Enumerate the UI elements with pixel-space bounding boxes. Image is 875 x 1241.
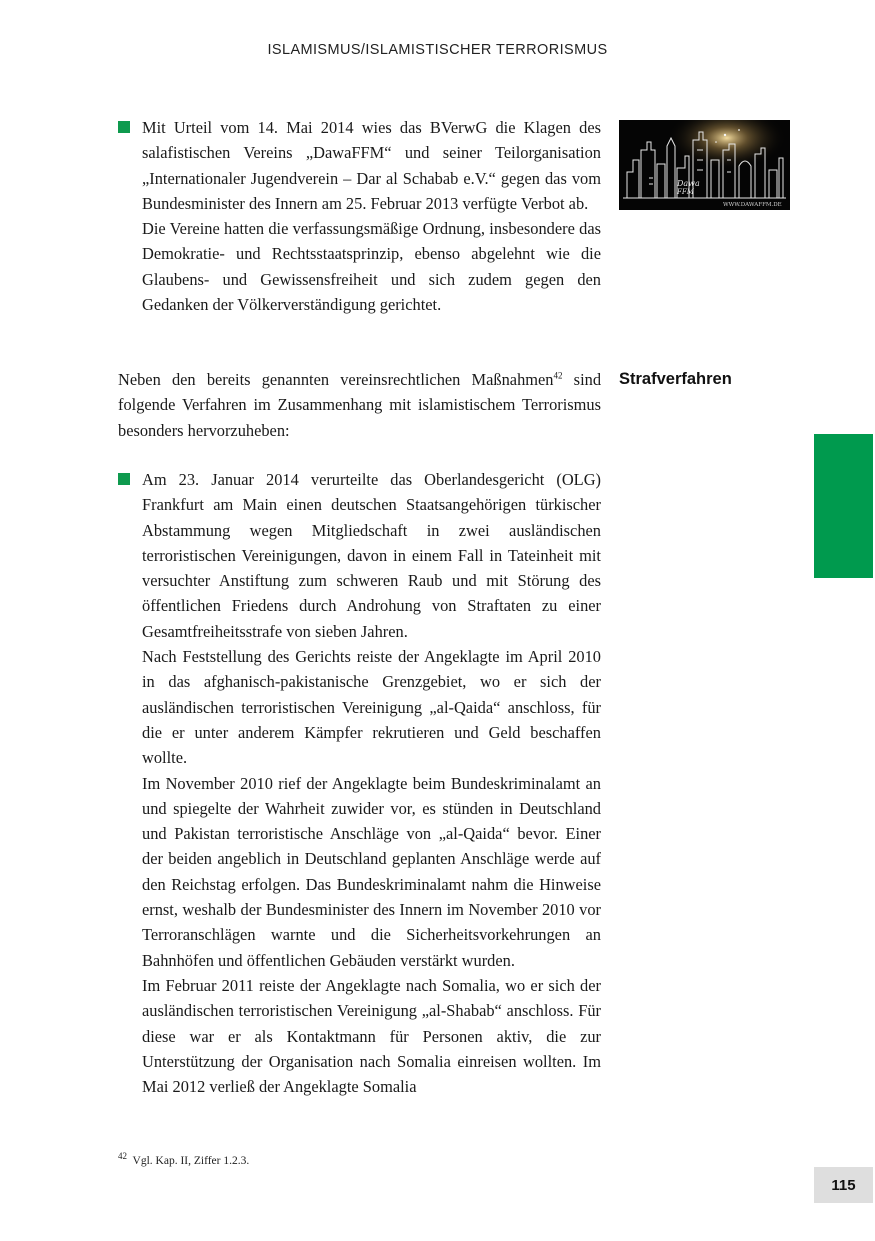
svg-text:WWW.DAWAFFM.DE: WWW.DAWAFFM.DE	[723, 202, 782, 208]
paragraph-text: sind folgende Verfahren im Zusammenhang mit islamistischem Terrorismus besonders hervorzuheben:	[118, 370, 602, 440]
intro-paragraph-block	[118, 367, 601, 443]
bullet-paragraph: Nach Feststellung des Gerichts reiste der Angeklagte im April 2010 in das afghanisch-pakistanische Grenzgebiet, wo er sich der ausländischen terroristischen Vereinigung „al-Qaida“ anschloss, für die er unter anderem Kämpfer rekrutieren und Geld beschaffen wollte.	[142, 647, 601, 768]
bullet-paragraph: Im November 2010 rief der Angeklagte beim Bundeskriminalamt an und spiegelte der Wahrheit zuwider vor, es stünden in Deutschland und Pakistan terroristische Anschläge von „al-Qaida“ bevor. Einer der beiden angeblich in Deutschland geplanten Anschläge werde auf den Reichstag erfolgen. Das Bundeskriminalamt nahm die Hinweise ernst, weshalb der Bundesminister des Innern im November 2010 vor Terroranschlägen warnte und die Sicherheitsvorkehrungen an Bahnhöfen und öffentlichen Gebäuden verstärkt wurden.	[142, 773, 601, 970]
footnote-number: 42	[118, 1151, 127, 1162]
bullet-paragraph: Mit Urteil vom 14. Mai 2014 wies das BVerwG die Klagen des salafistischen Vereins „DawaFFM“ und seiner Teilorganisation „Internationaler Jugendverein – Dar al Schabab e.V.“ gegen das vom Bundesminister des Innern am 25. Februar 2013 verfügte Verbot ab.	[142, 118, 601, 213]
bullet-paragraph: Am 23. Januar 2014 verurteilte das Oberlandesgericht (OLG) Frankfurt am Main einen deutschen Staatsangehörigen türkischer Abstammung wegen Mitgliedschaft in zwei ausländischen terroristischen Vereinigungen, davon in einem Fall in Tateinheit mit versuchter Anstiftung zum schweren Raub und mit Störung des öffentlichen Friedens durch Androhung von Straftaten zu einer Gesamtfreiheitsstrafe von sieben Jahren.	[142, 470, 601, 641]
footnote	[118, 1151, 250, 1167]
margin-heading: Strafverfahren	[619, 370, 732, 388]
chapter-tab-marker	[814, 434, 873, 578]
case-section	[118, 467, 601, 1099]
svg-text:FFM: FFM	[677, 188, 694, 196]
bullet-square-icon	[118, 473, 130, 485]
bullet-paragraph: Die Vereine hatten die verfassungsmäßige Ordnung, insbesondere das Demokratie- und Rechtsstaatsprinzip, ebenso abgelehnt wie die Glaubens- und Gewissensfreiheit und sich zudem gegen den Gedanken der Völkerverständigung gerichtet.	[142, 219, 601, 315]
body-paragraph	[118, 367, 601, 443]
paragraph-text: Neben den bereits genannten vereinsrechtlichen Maßnahmen	[118, 370, 554, 389]
intro-section	[118, 115, 601, 317]
bullet-item-olg-case	[118, 467, 601, 1099]
footnote-text: Vgl. Kap. II, Ziffer 1.2.3.	[132, 1155, 250, 1167]
bullet-paragraph: Im Februar 2011 reiste der Angeklagte nach Somalia, wo er sich der ausländischen terroristischen Vereinigung „al-Shabab“ anschloss. Für diese war er als Kontaktmann für Personen aktiv, die zur Unterstützung der Organisation nach Somalia einreisen wollten. Im Mai 2012 verließ der Angeklagte Somalia	[142, 975, 601, 1097]
running-header: ISLAMISMUS/ISLAMISTISCHER TERRORISMUS	[267, 42, 608, 58]
bullet-item-verbot	[118, 115, 601, 317]
page-number: 115	[814, 1167, 873, 1203]
dawaffm-logo-image	[619, 120, 790, 210]
svg-text:Dawa: Dawa	[677, 179, 700, 188]
footnote-reference[interactable]: 42	[553, 370, 563, 381]
bullet-square-icon	[118, 121, 130, 133]
